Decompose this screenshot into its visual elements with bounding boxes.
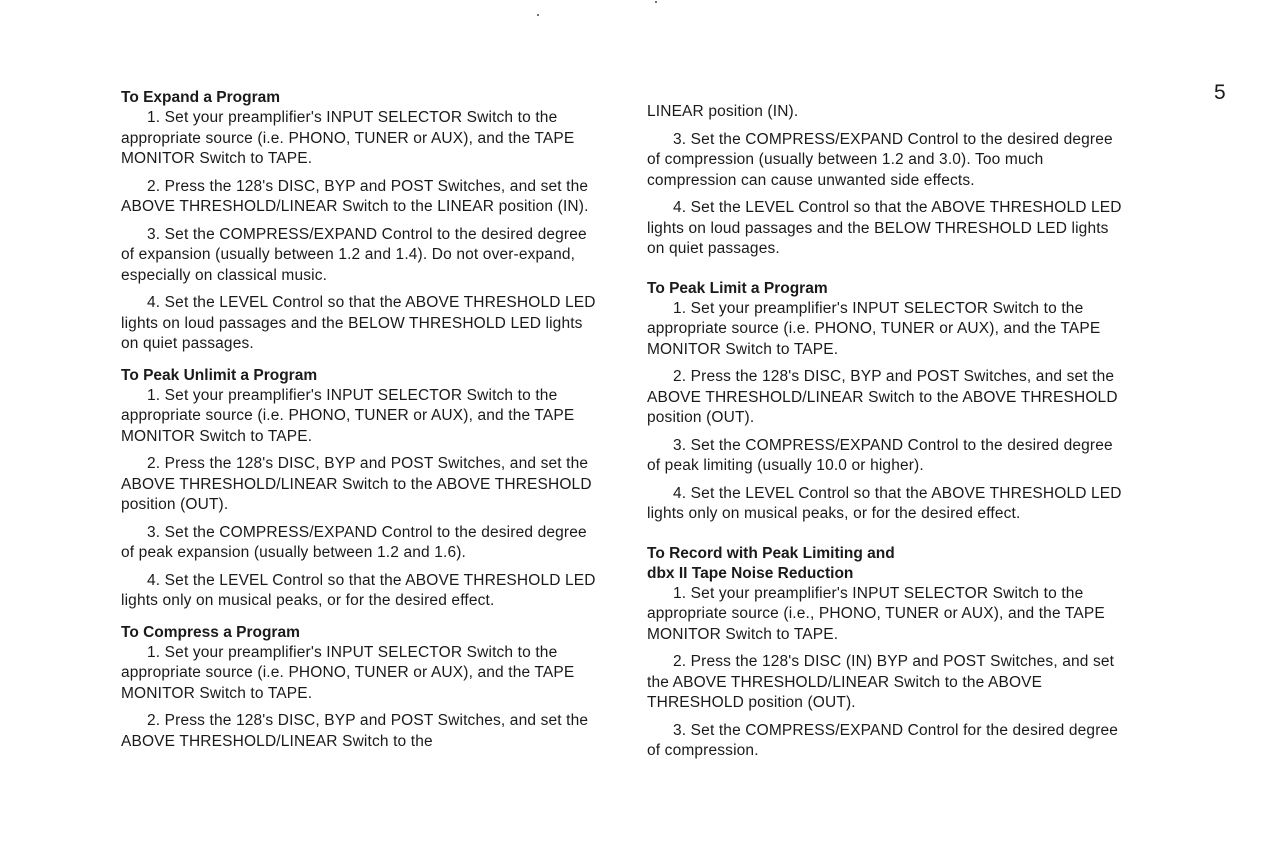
- section-compress-continued: [647, 102, 1127, 260]
- scan-speck: [655, 1, 657, 3]
- left-column: [121, 88, 601, 759]
- step-paragraph: 3. Set the COMPRESS/EXPAND Control for the desired degree of compression.: [647, 721, 1119, 759]
- step-paragraph: 4. Set the LEVEL Control so that the ABOVE THRESHOLD LED lights only on musical peaks, or for the desired effect.: [647, 484, 1122, 522]
- right-column: [647, 102, 1127, 769]
- step-paragraph: 2. Press the 128's DISC (IN) BYP and POST Switches, and set the ABOVE THRESHOLD/LINEAR Switch to the ABOVE THRESHOLD position (OUT).: [647, 653, 1115, 711]
- step-paragraph: 4. Set the LEVEL Control so that the ABOVE THRESHOLD LED lights only on musical peaks, or for the desired effect.: [121, 571, 596, 609]
- section-heading-subline: dbx II Tape Noise Reduction: [647, 564, 854, 582]
- section-heading: To Peak Limit a Program: [647, 279, 828, 297]
- section-peak-unlimit: [121, 366, 601, 612]
- step-paragraph: 1. Set your preamplifier's INPUT SELECTOR Switch to the appropriate source (i.e. PHONO, TUNER or AUX), and the TAPE MONITOR Switch to TAPE.: [121, 109, 575, 167]
- section-heading: To Compress a Program: [121, 623, 300, 641]
- scan-speck: [537, 14, 539, 16]
- step-paragraph: 2. Press the 128's DISC, BYP and POST Switches, and set the ABOVE THRESHOLD/LINEAR Switch to the LINEAR position (IN).: [121, 177, 589, 215]
- section-record-peak-limiting: [647, 544, 1127, 762]
- section-heading: To Expand a Program: [121, 89, 281, 106]
- step-paragraph: 2. Press the 128's DISC, BYP and POST Switches, and set the ABOVE THRESHOLD/LINEAR Switch to the ABOVE THRESHOLD position (OUT).: [121, 455, 592, 513]
- step-paragraph: 1. Set your preamplifier's INPUT SELECTOR Switch to the appropriate source (i.e. PHONO, TUNER or AUX), and the TAPE MONITOR Switch to TAPE.: [647, 299, 1101, 358]
- step-paragraph: 3. Set the COMPRESS/EXPAND Control to the desired degree of expansion (usually between 1.2 and 1.4). Do not over-expand, especially on classical music.: [121, 225, 587, 284]
- step-paragraph: 1. Set your preamplifier's INPUT SELECTOR Switch to the appropriate source (i.e. PHONO, TUNER or AUX), and the TAPE MONITOR Switch to TAPE.: [121, 386, 575, 445]
- step-paragraph: 4. Set the LEVEL Control so that the ABOVE THRESHOLD LED lights on loud passages and the BELOW THRESHOLD LED lights on quiet passages.: [647, 199, 1122, 257]
- step-paragraph: 4. Set the LEVEL Control so that the ABOVE THRESHOLD LED lights on loud passages and the BELOW THRESHOLD LED lights on quiet passages.: [121, 294, 596, 352]
- section-peak-limit: [647, 279, 1127, 525]
- step-paragraph: 1. Set your preamplifier's INPUT SELECTOR Switch to the appropriate source (i.e., PHONO, TUNER or AUX), and the TAPE MONITOR Switch to TAPE.: [647, 584, 1105, 643]
- step-paragraph: 2. Press the 128's DISC, BYP and POST Switches, and set the ABOVE THRESHOLD/LINEAR Switch to the: [121, 712, 589, 750]
- step-paragraph: 3. Set the COMPRESS/EXPAND Control to the desired degree of peak expansion (usually between 1.2 and 1.6).: [121, 523, 587, 561]
- section-expand: [121, 88, 601, 355]
- step-paragraph: 3. Set the COMPRESS/EXPAND Control to the desired degree of compression (usually between 1.2 and 3.0). Too much compression can cause unwanted side effects.: [647, 130, 1113, 189]
- step-paragraph: 3. Set the COMPRESS/EXPAND Control to the desired degree of peak limiting (usually 10.0 or higher).: [647, 436, 1113, 474]
- page-number: 5: [1214, 81, 1226, 104]
- section-compress: [121, 623, 601, 753]
- step-paragraph: 1. Set your preamplifier's INPUT SELECTOR Switch to the appropriate source (i.e. PHONO, TUNER or AUX), and the TAPE MONITOR Switch to TAPE.: [121, 643, 575, 702]
- step-paragraph: 2. Press the 128's DISC, BYP and POST Switches, and set the ABOVE THRESHOLD/LINEAR Switch to the ABOVE THRESHOLD position (OUT).: [647, 368, 1118, 426]
- continuation-text: LINEAR position (IN).: [647, 103, 799, 120]
- section-heading: To Peak Unlimit a Program: [121, 366, 318, 384]
- section-heading: To Record with Peak Limiting and: [647, 544, 895, 562]
